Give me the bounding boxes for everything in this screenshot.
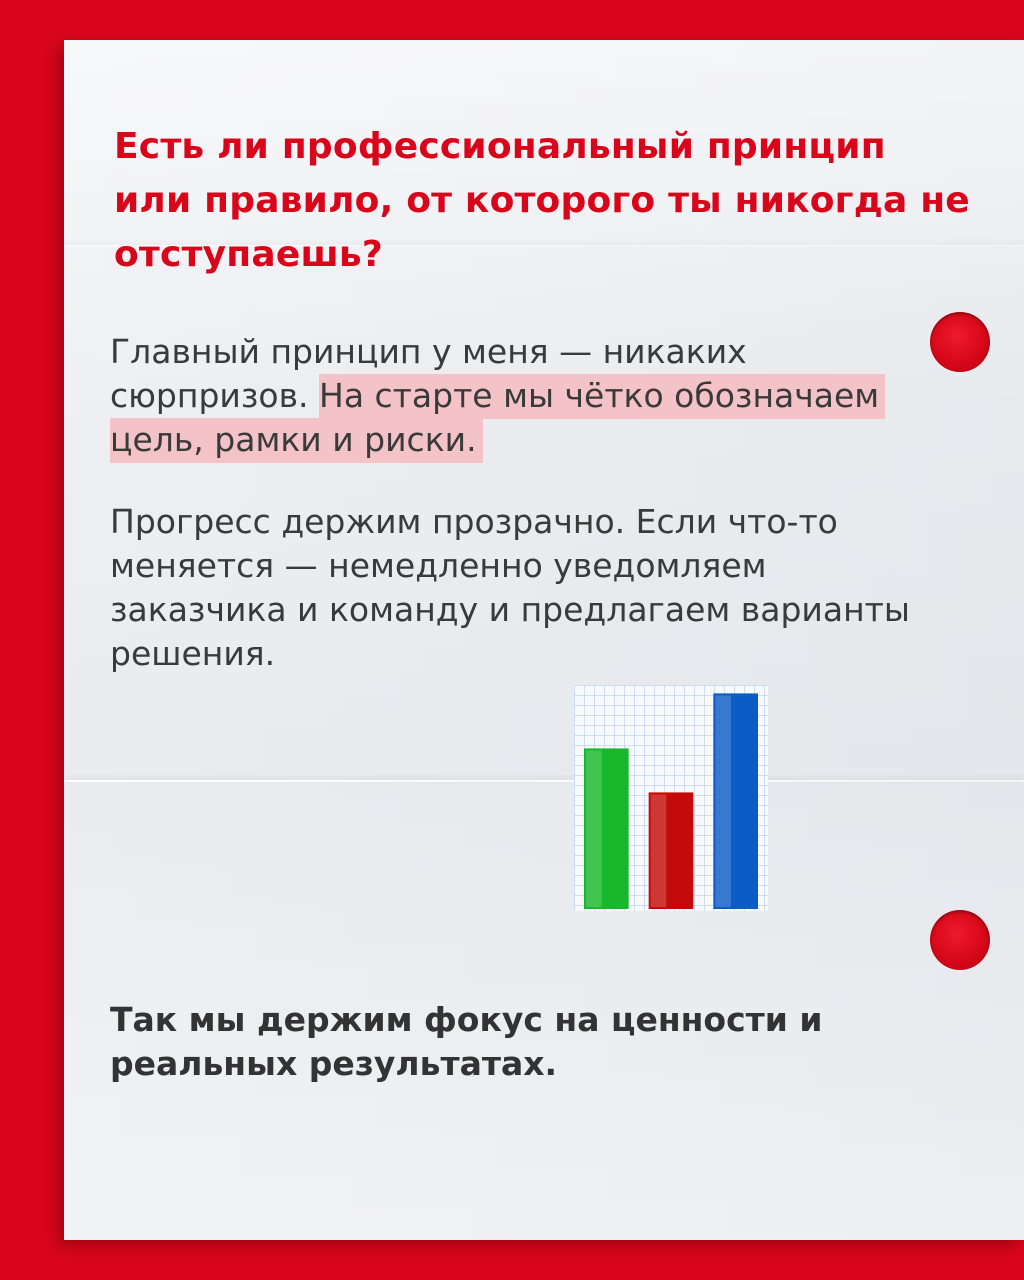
closing-statement: Так мы держим фокус на ценности и реальных результатах. bbox=[110, 1000, 823, 1083]
chart-bar-highlight bbox=[715, 695, 731, 907]
answer-paragraph-1 bbox=[110, 330, 930, 462]
red-dot-decoration bbox=[930, 312, 990, 372]
red-dot-decoration bbox=[930, 910, 990, 970]
answer-text: Главный принцип у меня — никаких сюрпризов. bbox=[110, 332, 747, 415]
highlighted-text: На старте мы чётко обозначаем цель, рамки и риски. bbox=[110, 374, 885, 463]
bar-chart-icon bbox=[574, 685, 768, 911]
chart-bar-highlight bbox=[586, 750, 602, 907]
chart-bar-highlight bbox=[651, 794, 667, 907]
paper-card bbox=[64, 40, 1024, 1240]
paper-fold bbox=[64, 780, 1024, 782]
answer-paragraph-2: Прогресс держим прозрачно. Если что-то меняется — немедленно уведомляем заказчика и команду и предлагаем варианты решения. bbox=[110, 502, 910, 673]
question-heading: Есть ли профессиональный принцип или правило, от которого ты никогда не отступаешь? bbox=[114, 126, 970, 275]
